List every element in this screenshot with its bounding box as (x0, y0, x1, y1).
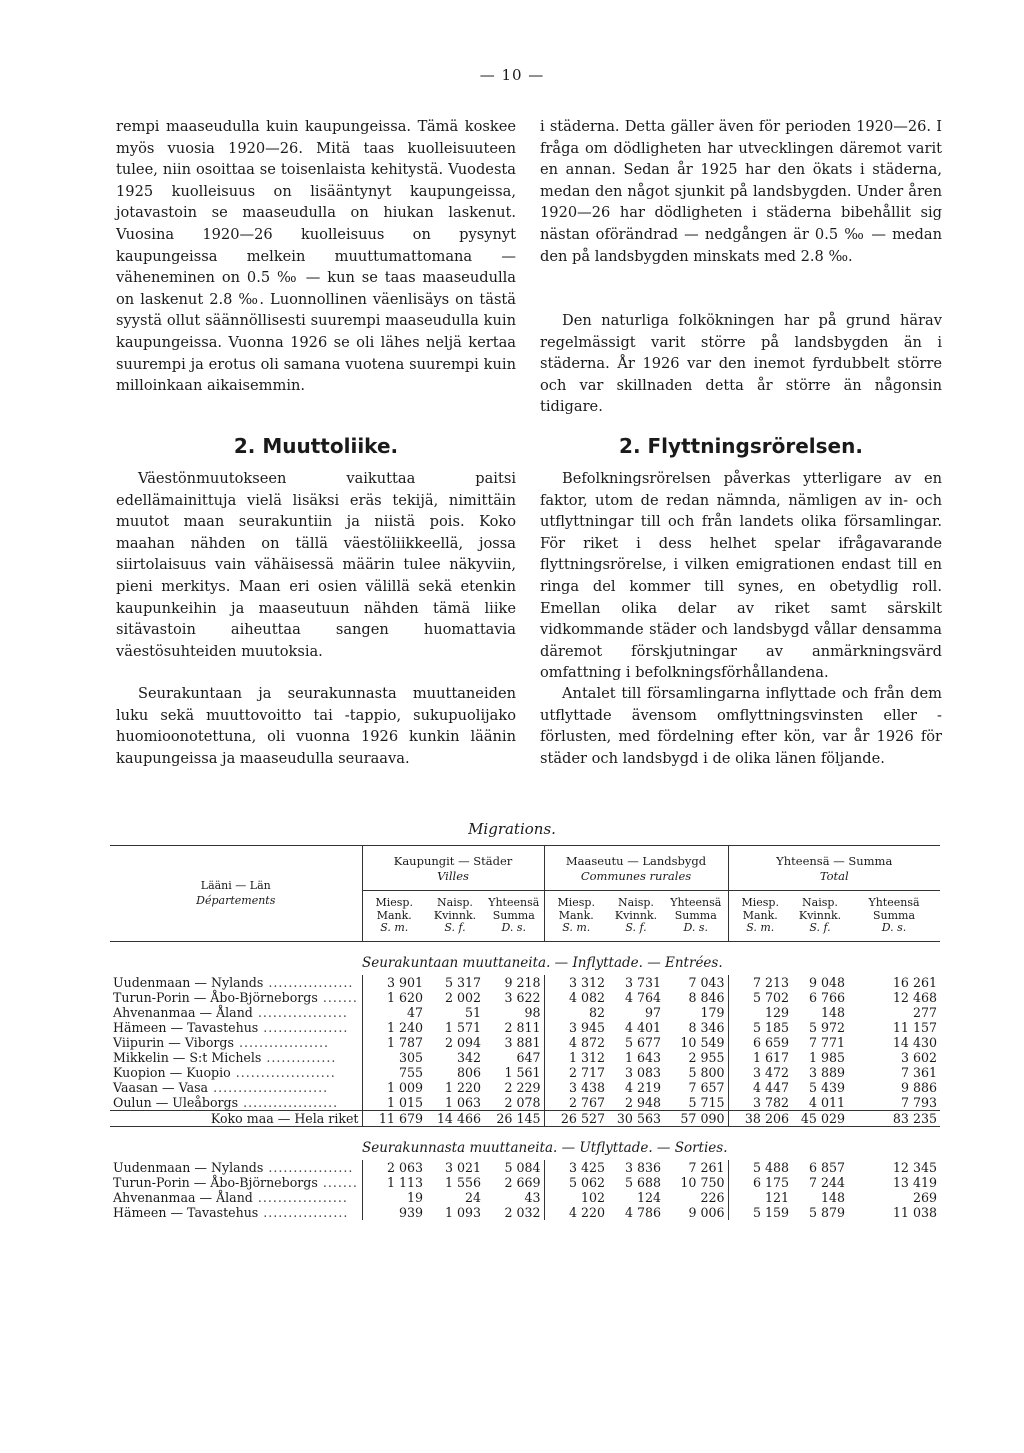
subcolumn-header-line: Miesp. (557, 896, 595, 909)
subcolumn-header-line: Kvinnk. (433, 908, 477, 922)
subcolumn-header (608, 891, 664, 942)
value-cell: 3 731 (624, 974, 661, 990)
value-cell: 342 (456, 1049, 481, 1065)
right-text-3: Antalet till församlingarna inflyttade och från dem utflyttade ävensom omflyttningsvinsten eller -förlusten, med fördelning efter kön, var år 1926 för städer och landsbygd i de olika länen följande. (540, 685, 942, 767)
subcolumn-header-line: S. m. (746, 921, 775, 934)
migration-table-grid (110, 845, 940, 1220)
value-cell: 10 549 (680, 1034, 725, 1050)
value-cell: 2 063 (362, 1160, 426, 1175)
region-cell (110, 1065, 362, 1080)
leader-dots: .................. (252, 1004, 348, 1020)
value-cell: 148 (820, 1004, 845, 1020)
value-cell: 2 948 (624, 1094, 661, 1110)
leader-dots: ................. (263, 1159, 354, 1175)
group-subtitle: Communes rurales (580, 869, 692, 883)
value-cell: 2 717 (544, 1065, 608, 1080)
value-cell: 1 009 (362, 1080, 426, 1095)
region-cell (110, 1205, 362, 1220)
value-cell: 19 (362, 1190, 426, 1205)
section-title-row (110, 1126, 940, 1160)
value-cell: 82 (544, 1005, 608, 1020)
group-title: Maaseutu — Landsbygd (565, 854, 707, 868)
value-cell: 939 (362, 1205, 426, 1220)
value-cell: 269 (912, 1189, 937, 1205)
leader-dots: ................. (258, 1019, 349, 1035)
region-cell (110, 990, 362, 1005)
value-cell: 2 229 (504, 1079, 541, 1095)
region-name: Uudenmaan — Nylands (113, 974, 264, 990)
value-cell: 10 750 (680, 1174, 725, 1190)
value-cell: 7 361 (900, 1064, 937, 1080)
value-cell: 98 (524, 1004, 541, 1020)
left-section-heading: 2. Muuttoliike. (233, 434, 399, 458)
subcolumn-header-line: D. s. (881, 921, 907, 934)
table-row (110, 1035, 940, 1050)
subcolumn-header-line: Naisp. (802, 896, 838, 909)
region-cell (110, 975, 362, 990)
subcolumn-header-line: Naisp. (437, 896, 473, 909)
leader-dots: .................... (230, 1064, 336, 1080)
region-cell (110, 1035, 362, 1050)
subcolumn-header-line: D. s. (501, 921, 527, 934)
value-cell: 226 (700, 1189, 725, 1205)
region-cell (110, 1110, 362, 1126)
value-cell: 179 (700, 1004, 725, 1020)
value-cell: 6 857 (808, 1159, 845, 1175)
value-cell: 9 048 (808, 974, 845, 990)
value-cell: 1 561 (504, 1064, 541, 1080)
value-cell: 5 715 (688, 1094, 725, 1110)
region-name: Koko maa — Hela riket (210, 1110, 359, 1126)
value-cell: 4 786 (624, 1204, 661, 1220)
value-cell: 1 220 (444, 1079, 481, 1095)
leader-dots: .................. (233, 1034, 330, 1050)
left-text-2: Väestönmuutokseen vaikuttaa paitsi edellämainittuja vielä lisäksi eräs tekijä, nimittäin muutot maan seurakuntiin ja niistä pois. Koko maahan nähden on tällä väestöliikkeellä, jossa siirtolaisuus vain vähäisessä määrin tulee näkyviin, pieni merkitys. Maan eri osien välillä sekä etenkin kaupunkeihin ja maaseutuun nähden tämä liike sitävastoin aiheuttaa sangen huomattavia väestösuhteiden muutoksia. (116, 470, 516, 660)
value-cell: 3 472 (728, 1065, 792, 1080)
table-row (110, 1190, 940, 1205)
value-cell: 1 617 (728, 1050, 792, 1065)
left-paragraph-3 (116, 683, 516, 769)
value-cell: 6 659 (728, 1035, 792, 1050)
value-cell: 647 (516, 1049, 541, 1065)
region-name: Viipurin — Viborgs (113, 1034, 234, 1050)
value-cell: 97 (644, 1004, 661, 1020)
value-cell: 11 157 (892, 1019, 937, 1035)
value-cell: 26 527 (544, 1110, 608, 1126)
subcolumn-header-line: Kvinnk. (614, 908, 658, 922)
table-row (110, 1050, 940, 1065)
region-name: Mikkelin — S:t Michels (113, 1049, 262, 1065)
value-cell: 5 972 (808, 1019, 845, 1035)
subcolumn-header-line: S. f. (809, 921, 831, 934)
region-cell (110, 1005, 362, 1020)
value-cell: 24 (464, 1189, 481, 1205)
value-cell: 129 (728, 1005, 792, 1020)
subcolumn-header (362, 891, 426, 942)
value-cell: 305 (362, 1050, 426, 1065)
value-cell: 1 093 (444, 1204, 481, 1220)
subcolumn-header-line: S. m. (380, 921, 409, 934)
value-cell: 9 218 (504, 974, 541, 990)
value-cell: 83 235 (848, 1110, 940, 1126)
value-cell: 1 113 (362, 1175, 426, 1190)
value-cell: 3 021 (444, 1159, 481, 1175)
total-row (110, 1110, 940, 1126)
value-cell: 755 (362, 1065, 426, 1080)
group-subtitle: Total (819, 869, 849, 883)
region-header-fr: Départements (196, 894, 276, 908)
value-cell: 124 (636, 1189, 661, 1205)
region-cell (110, 1095, 362, 1111)
region-cell (110, 1080, 362, 1095)
value-cell: 11 679 (362, 1110, 426, 1126)
table-caption: Migrations. (468, 820, 556, 838)
value-cell: 7 771 (808, 1034, 845, 1050)
value-cell: 8 346 (688, 1019, 725, 1035)
subcolumn-header (544, 891, 608, 942)
value-cell: 7 793 (900, 1094, 937, 1110)
value-cell: 1 312 (544, 1050, 608, 1065)
value-cell: 47 (362, 1005, 426, 1020)
leader-dots: ................. (258, 1204, 349, 1220)
region-cell (110, 1050, 362, 1065)
section-title: Seurakunnasta muuttaneita. — Utflyttade. — Sorties. (362, 1139, 728, 1156)
value-cell: 3 312 (544, 975, 608, 990)
value-cell: 7 213 (728, 975, 792, 990)
value-cell: 1 787 (362, 1035, 426, 1050)
value-cell: 3 083 (624, 1064, 661, 1080)
table-row (110, 975, 940, 990)
value-cell: 121 (728, 1190, 792, 1205)
region-name: Oulun — Uleåborgs (113, 1094, 239, 1110)
value-cell: 5 677 (624, 1034, 661, 1050)
group-header-total (728, 846, 940, 891)
value-cell: 4 219 (624, 1079, 661, 1095)
value-cell: 277 (912, 1004, 937, 1020)
leader-dots: .............. (261, 1049, 337, 1065)
section-title: Seurakuntaan muuttaneita. — Inflyttade. — Entrées. (362, 954, 723, 971)
leader-dots: ....... (317, 1174, 358, 1190)
subcolumn-header (484, 891, 544, 942)
subcolumn-header-line: S. f. (444, 921, 466, 934)
value-cell: 5 488 (728, 1160, 792, 1175)
value-cell: 1 571 (444, 1019, 481, 1035)
right-section-heading: 2. Flyttningsrörelsen. (619, 434, 863, 458)
region-name: Uudenmaan — Nylands (113, 1159, 264, 1175)
value-cell: 4 764 (624, 989, 661, 1005)
value-cell: 5 084 (504, 1159, 541, 1175)
right-text-4: Den naturliga folkökningen har på grund härav regelmässigt varit större på landsbygden än i städerna. År 1926 var den inemot fyrdubbelt större och var skillnaden detta år större än någonsin tidigare. (540, 312, 942, 416)
region-name: Vaasan — Vasa (113, 1079, 209, 1095)
region-name: Hämeen — Tavastehus (113, 1019, 259, 1035)
subcolumn-header-line: Summa (492, 908, 535, 922)
group-header-rural (544, 846, 728, 891)
right-paragraph-4 (540, 310, 942, 418)
value-cell: 12 468 (892, 989, 937, 1005)
value-cell: 3 901 (362, 975, 426, 990)
region-cell (110, 1175, 362, 1190)
value-cell: 6 766 (808, 989, 845, 1005)
value-cell: 4 220 (544, 1205, 608, 1220)
region-header-fi: Lääni — Län (200, 879, 271, 893)
value-cell: 4 401 (624, 1019, 661, 1035)
group-header-towns (362, 846, 544, 891)
value-cell: 5 439 (808, 1079, 845, 1095)
leader-dots: ................. (263, 974, 354, 990)
subcolumn-header-line: S. m. (562, 921, 591, 934)
value-cell: 2 955 (688, 1049, 725, 1065)
region-cell (110, 1020, 362, 1035)
subcolumn-header-line: Naisp. (618, 896, 654, 909)
value-cell: 2 811 (504, 1019, 541, 1035)
value-cell: 1 015 (362, 1095, 426, 1111)
subcolumn-header-line: Mank. (742, 908, 778, 922)
value-cell: 102 (544, 1190, 608, 1205)
value-cell: 12 345 (892, 1159, 937, 1175)
value-cell: 1 620 (362, 990, 426, 1005)
region-name: Ahvenanmaa — Åland (113, 1004, 253, 1020)
right-text-2: Befolkningsrörelsen påverkas ytterligare av en faktor, utom de redan nämnda, nämligen av in- och utflyttningar till och från landets olika församlingar. För riket i dess helhet spelar ifrågavarande flyttningsrörelse, i vilken emigrationen endast till en ringa del kommer till synes, en obetydlig roll. Emellan olika delar av riket samt särskilt vidkommande städer och landsbygd vållar densamma däremot förskjutningar av anmärkningsvärd omfattning i befolkningsförhållandena. (540, 470, 942, 682)
value-cell: 51 (464, 1004, 481, 1020)
table-row (110, 1020, 940, 1035)
value-cell: 2 078 (504, 1094, 541, 1110)
right-text-1: i städerna. Detta gäller även för perioden 1920—26. I fråga om dödligheten har utvecklingen däremot varit en annan. Sedan år 1925 har den ökats i städerna, medan den något sjunkit på landsbygden. Under åren 1920—26 har dödligheten i städerna bibehållit sig nästan oförändrad — nedgången är 0.5 ‰ — medan den på landsbygden minskats med 2.8 ‰. (540, 118, 942, 265)
region-cell (110, 1160, 362, 1175)
subcolumn-header-line: S. f. (625, 921, 647, 934)
value-cell: 3 881 (504, 1034, 541, 1050)
table-row (110, 1160, 940, 1175)
value-cell: 5 688 (624, 1174, 661, 1190)
value-cell: 45 029 (792, 1110, 848, 1126)
value-cell: 38 206 (728, 1110, 792, 1126)
region-cell (110, 1190, 362, 1205)
value-cell: 26 145 (484, 1110, 544, 1126)
value-cell: 1 985 (808, 1049, 845, 1065)
migration-table (110, 845, 940, 1220)
value-cell: 3 425 (544, 1160, 608, 1175)
value-cell: 3 782 (728, 1095, 792, 1111)
region-name: Kuopion — Kuopio (113, 1064, 231, 1080)
subcolumn-header-line: Summa (872, 908, 916, 922)
group-title: Kaupungit — Städer (393, 854, 513, 868)
value-cell: 7 657 (688, 1079, 725, 1095)
value-cell: 13 419 (892, 1174, 937, 1190)
value-cell: 5 159 (728, 1205, 792, 1220)
value-cell: 4 872 (544, 1035, 608, 1050)
value-cell: 9 006 (688, 1204, 725, 1220)
value-cell: 57 090 (664, 1110, 728, 1126)
region-name: Turun-Porin — Åbo-Björneborgs (113, 989, 318, 1005)
subcolumn-header-line: Mank. (376, 908, 412, 922)
leader-dots: ....................... (208, 1079, 329, 1095)
table-row (110, 1205, 940, 1220)
value-cell: 14 430 (892, 1034, 937, 1050)
value-cell: 5 800 (688, 1064, 725, 1080)
table-row (110, 1005, 940, 1020)
value-cell: 1 240 (362, 1020, 426, 1035)
region-name: Ahvenanmaa — Åland (113, 1189, 253, 1205)
table-row (110, 990, 940, 1005)
value-cell: 3 602 (900, 1049, 937, 1065)
subcolumn-header (426, 891, 484, 942)
value-cell: 3 889 (808, 1064, 845, 1080)
value-cell: 2 094 (444, 1034, 481, 1050)
value-cell: 5 185 (728, 1020, 792, 1035)
left-text-1: rempi maaseudulla kuin kaupungeissa. Tämä koskee myös vuosia 1920—26. Mitä taas kuolleisuuteen tulee, niin osoittaa se toisenlaista kehitystä. Vuodesta 1925 kuolleisuus on lisääntynyt kaupungeissa, jotavastoin se maaseudulla on hiukan laskenut. Vuosina 1920—26 kuolleisuus on pysynyt kaupungeissa melkein muuttumattomana — väheneminen on 0.5 ‰ — kun se taas maaseudulla on laskenut 2.8 ‰. Luonnollinen väenlisäys on tästä syystä ollut säännöllisesti suurempi maaseudulla kuin kaupungeissa. Vuonna 1926 se oli lähes neljä kertaa suurempi ja erotus oli samana vuotena suurempi kuin milloinkaan aikaisemmin. (116, 118, 516, 395)
value-cell: 6 175 (728, 1175, 792, 1190)
value-cell: 14 466 (426, 1110, 484, 1126)
subcolumn-header-line: Mank. (558, 908, 594, 922)
value-cell: 3 622 (504, 989, 541, 1005)
table-row (110, 1095, 940, 1111)
left-paragraph-2 (116, 468, 516, 662)
subcolumn-header-line: Yhteensä (868, 896, 920, 909)
table-row (110, 1175, 940, 1190)
value-cell: 3 836 (624, 1159, 661, 1175)
subcolumn-header-line: Miesp. (375, 896, 413, 909)
value-cell: 2 669 (504, 1174, 541, 1190)
value-cell: 7 244 (808, 1174, 845, 1190)
value-cell: 5 062 (544, 1175, 608, 1190)
value-cell: 148 (820, 1189, 845, 1205)
value-cell: 16 261 (892, 974, 937, 990)
subcolumn-header-line: Summa (674, 908, 717, 922)
subcolumn-header-line: D. s. (683, 921, 709, 934)
subcolumn-header-line: Miesp. (741, 896, 779, 909)
value-cell: 4 082 (544, 990, 608, 1005)
value-cell: 2 032 (504, 1204, 541, 1220)
value-cell: 7 043 (688, 974, 725, 990)
value-cell: 2 767 (544, 1095, 608, 1111)
left-text-3: Seurakuntaan ja seurakunnasta muuttaneiden luku sekä muuttovoitto tai -tappio, sukupuolijako huomioonotettuna, oli vuonna 1926 kunkin läänin kaupungeissa ja maaseudulla seuraava. (116, 685, 516, 767)
value-cell: 2 002 (444, 989, 481, 1005)
leader-dots: ................... (238, 1094, 339, 1110)
region-name: Hämeen — Tavastehus (113, 1204, 259, 1220)
page-number: — 10 — (479, 66, 545, 84)
subcolumn-header-line: Yhteensä (488, 896, 540, 909)
region-name: Turun-Porin — Åbo-Björneborgs (113, 1174, 318, 1190)
leader-dots: ....... (317, 989, 358, 1005)
group-title: Yhteensä — Summa (776, 854, 893, 868)
right-paragraph-2 (540, 468, 942, 684)
value-cell: 30 563 (608, 1110, 664, 1126)
subcolumn-header (792, 891, 848, 942)
subcolumn-header (848, 891, 940, 942)
value-cell: 11 038 (892, 1204, 937, 1220)
subcolumn-header (728, 891, 792, 942)
subcolumn-header (664, 891, 728, 942)
region-header (110, 846, 362, 942)
value-cell: 9 886 (900, 1079, 937, 1095)
value-cell: 4 447 (728, 1080, 792, 1095)
value-cell: 1 063 (444, 1094, 481, 1110)
subcolumn-header-line: Yhteensä (670, 896, 722, 909)
group-subtitle: Villes (437, 869, 469, 883)
right-paragraph-1 (540, 116, 942, 267)
value-cell: 43 (524, 1189, 541, 1205)
table-row (110, 1080, 940, 1095)
value-cell: 7 261 (688, 1159, 725, 1175)
value-cell: 5 879 (808, 1204, 845, 1220)
value-cell: 3 438 (544, 1080, 608, 1095)
value-cell: 3 945 (544, 1020, 608, 1035)
right-paragraph-3 (540, 683, 942, 769)
value-cell: 5 702 (728, 990, 792, 1005)
value-cell: 8 846 (688, 989, 725, 1005)
value-cell: 5 317 (444, 974, 481, 990)
section-title-row (110, 941, 940, 975)
value-cell: 1 643 (624, 1049, 661, 1065)
left-paragraph-1 (116, 116, 516, 397)
value-cell: 806 (456, 1064, 481, 1080)
subcolumn-header-line: Kvinnk. (798, 908, 842, 922)
table-row (110, 1065, 940, 1080)
value-cell: 1 556 (444, 1174, 481, 1190)
value-cell: 4 011 (808, 1094, 845, 1110)
leader-dots: .................. (252, 1189, 348, 1205)
